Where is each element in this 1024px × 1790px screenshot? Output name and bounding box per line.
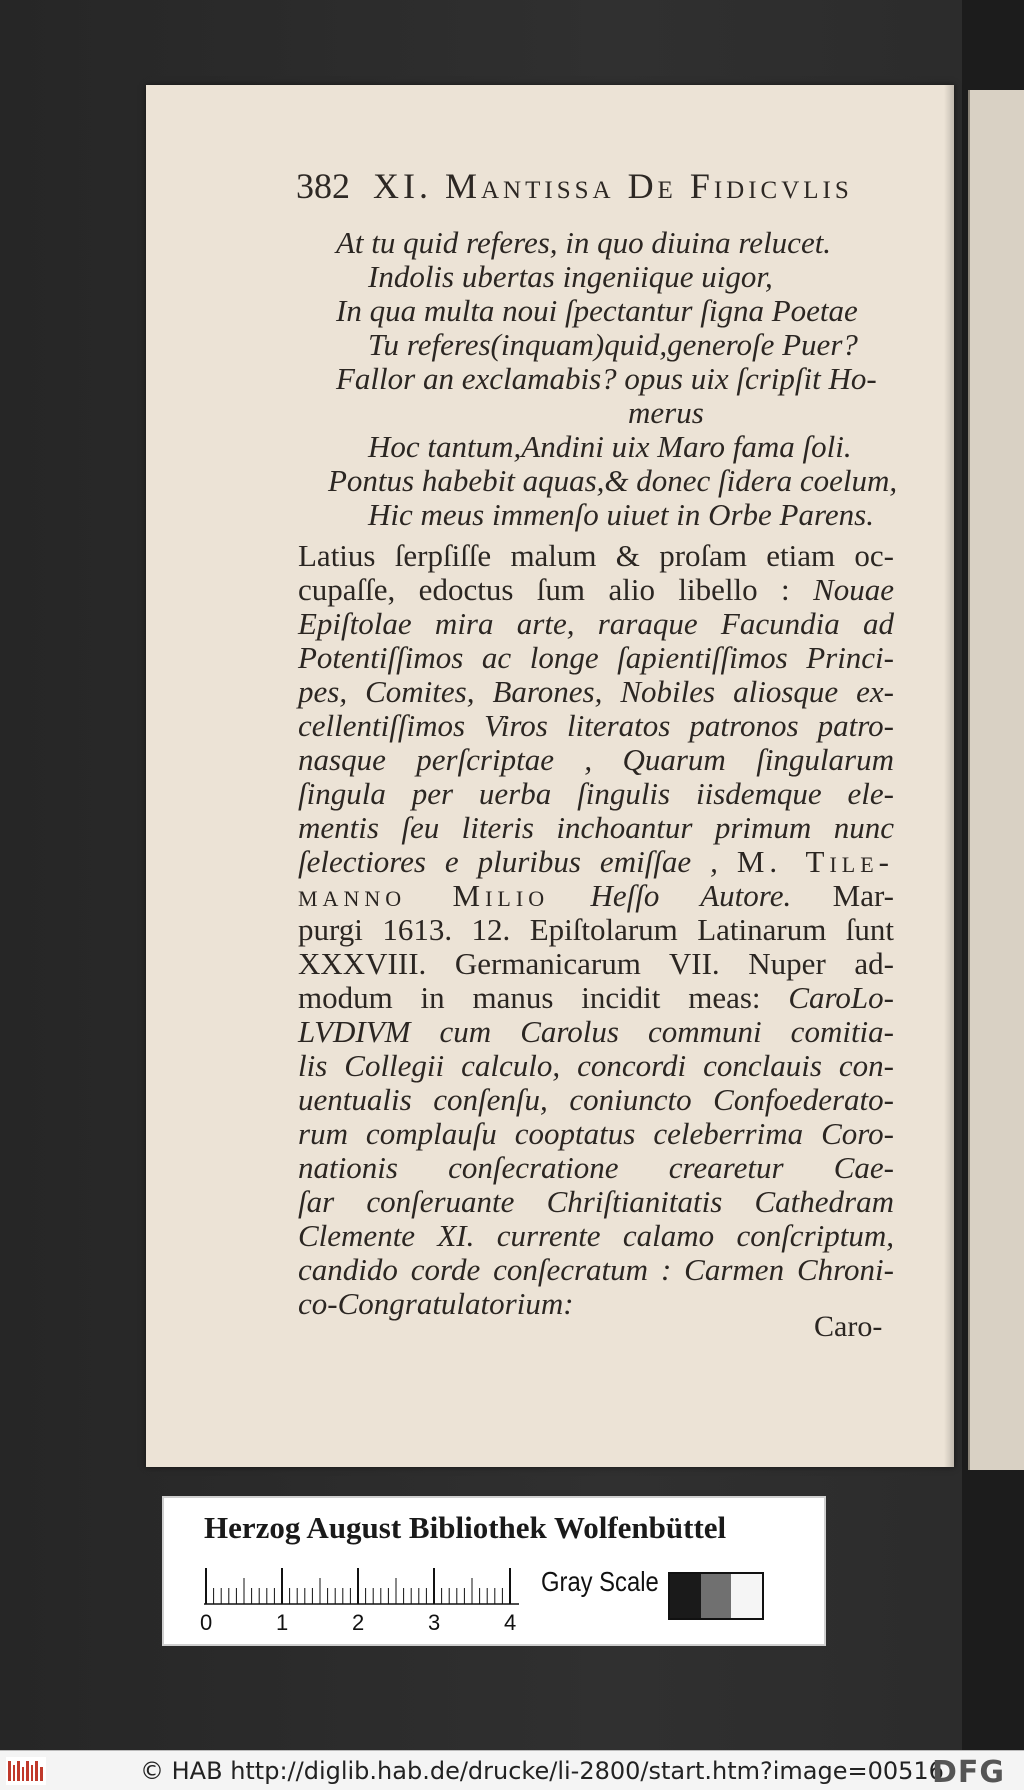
prose-line: candido corde conſecratum : Carmen Chroni- (298, 1252, 894, 1287)
verse-line: Tu referes(inquam)quid,generoſe Puer? (368, 327, 858, 362)
verse-line: Hic meus immenſo uiuet in Orbe Parens. (368, 497, 874, 532)
verse-line: Pontus habebit aquas,& donec ſidera coelum, (328, 463, 898, 498)
book-page (146, 85, 954, 1467)
prose-line: uentualis conſenſu, coniuncto Confoederato- (298, 1082, 894, 1117)
prose-line: cellentiſſimos Viros literatos patronos patro- (298, 708, 894, 743)
verse-line: Fallor an exclamabis? opus uix ſcripſit Ho- (336, 361, 877, 396)
page-header (296, 165, 856, 207)
prose-line: ſar conſeruante Chriſtianitatis Cathedram (298, 1184, 894, 1219)
ruler-label: 0 (200, 1610, 213, 1635)
gray-scale-swatch (668, 1572, 764, 1620)
prose-line: mentis ſeu literis inchoantur primum nunc (298, 810, 894, 845)
verse-line: In qua multa noui ſpectantur ſigna Poetae (336, 293, 858, 328)
prose-line: XXXVIII. Germanicarum VII. Nuper ad- (298, 946, 894, 981)
color-target-card (162, 1496, 826, 1646)
prose-line: LVDIVM cum Carolus communi comitia- (298, 1014, 894, 1049)
prose-line: rum complauſu cooptatus celeberrima Coro- (298, 1116, 894, 1151)
library-name: Herzog August Bibliothek Wolfenbüttel (204, 1510, 727, 1545)
prose-line (298, 846, 894, 877)
prose-line: Potentiſſimos ac longe ſapientiſſimos Princi- (298, 640, 894, 675)
verse-line: Indolis ubertas ingeniique uigor, (368, 259, 773, 294)
copyright-url[interactable]: © HAB http://diglib.hab.de/drucke/li-2800/start.htm?image=00516 (140, 1757, 944, 1785)
adjacent-page-edge (968, 90, 1024, 1470)
gray-scale-label: Gray Scale (541, 1566, 659, 1597)
ruler-label: 2 (352, 1610, 365, 1635)
prose-text-smallcaps: manno Milio (298, 878, 550, 913)
dfg-logo: DFG (932, 1755, 1006, 1790)
verse-line: merus (628, 395, 704, 430)
prose-line: Clemente XI. currente calamo conſcriptum, (298, 1218, 894, 1253)
footer-bar (0, 1750, 1024, 1790)
running-title: XI. Mantissa De Fidicvlis (373, 166, 853, 206)
gray-swatch-dark (670, 1574, 701, 1618)
ruler-label: 4 (504, 1610, 517, 1635)
prose-line: co-Congratulatorium: (298, 1286, 574, 1321)
prose-text-italic: ſelectiores e pluribus emiſſae , (298, 844, 718, 879)
gray-swatch-mid (701, 1574, 732, 1618)
prose-line: nationis conſecratione crearetur Cae- (298, 1150, 894, 1185)
page-number: 382 (296, 166, 350, 206)
prose-line: lis Collegii calculo, concordi conclauis con- (298, 1048, 894, 1083)
prose-text-italic: Nouae (813, 572, 895, 607)
prose-line (298, 880, 894, 911)
prose-text: modum in manus incidit meas: (298, 980, 761, 1015)
prose-line: Epiſtolae mira arte, raraque Facundia ad (298, 606, 894, 641)
prose-line (298, 982, 894, 1013)
verse-line: Hoc tantum,Andini uix Maro fama ſoli. (368, 429, 852, 464)
measurement-ruler (204, 1566, 519, 1606)
prose-text-italic: Heſſo Autore. (590, 878, 792, 913)
hab-logo-icon (6, 1757, 46, 1785)
prose-line (298, 574, 894, 605)
gray-swatch-light (731, 1574, 762, 1618)
prose-text-smallcaps: M. Tile- (736, 844, 894, 879)
prose-line: purgi 1613. 12. Epiſtolarum Latinarum ſunt (298, 912, 894, 947)
prose-line: nasque perſcriptae , Quarum ſingularum (298, 742, 894, 777)
ruler-label: 1 (276, 1610, 289, 1635)
prose-line: pes, Comites, Barones, Nobiles aliosque ex- (298, 674, 894, 709)
prose-line: ſingula per uerba ſingulis iisdemque ele- (298, 776, 894, 811)
prose-text: Mar- (832, 878, 894, 913)
prose-text: cupaſſe, edoctus ſum alio libello : (298, 572, 790, 607)
page-gutter-shadow (944, 85, 954, 1467)
prose-line: Latius ſerpſiſſe malum & proſam etiam oc- (298, 538, 894, 573)
verse-line: At tu quid referes, in quo diuina relucet. (336, 225, 832, 260)
prose-text-italic: CaroLo- (788, 980, 894, 1015)
ruler-label: 3 (428, 1610, 441, 1635)
catchword: Caro- (814, 1310, 883, 1343)
